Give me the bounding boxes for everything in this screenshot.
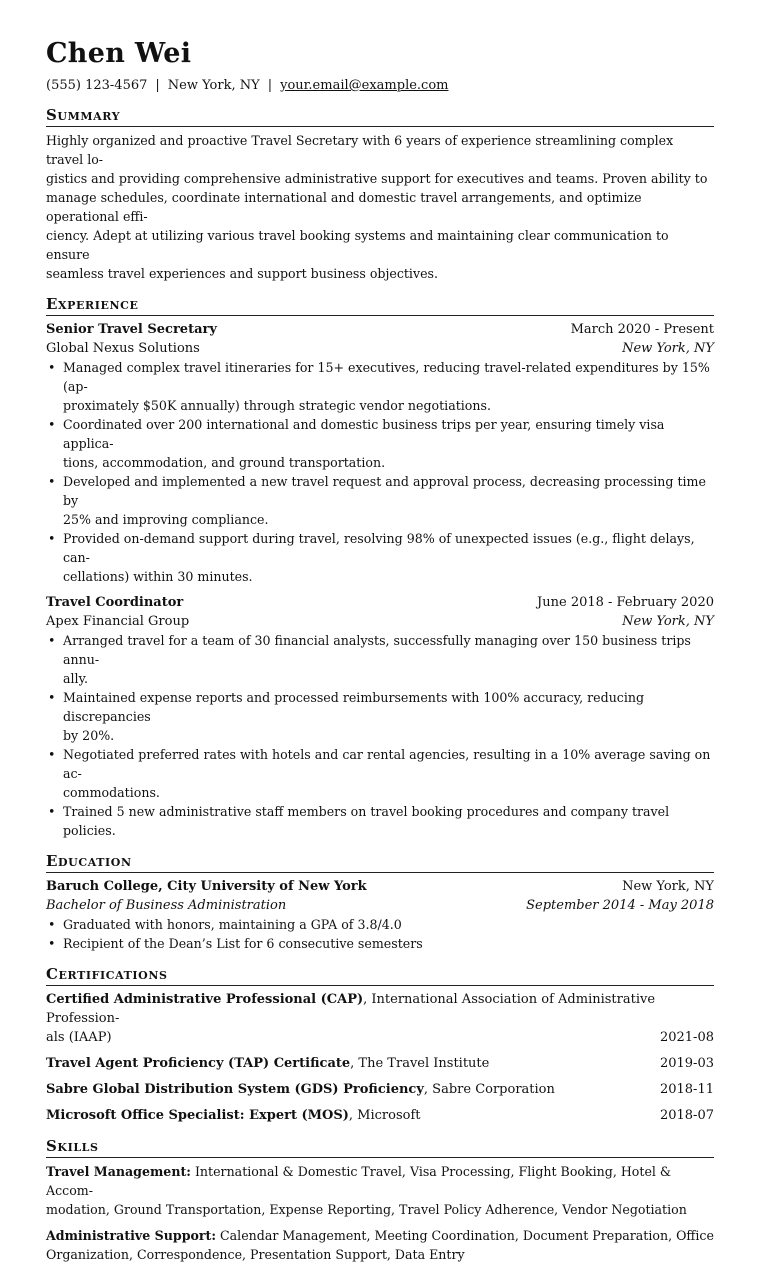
cert-date: 2021-08	[659, 1030, 714, 1045]
education-section	[46, 852, 714, 953]
skill-line: modation, Ground Transportation, Expense Reporting, Travel Policy Adherence, Vendor Negotiation	[46, 1202, 687, 1217]
bullet-line: Developed and implemented a new travel request and approval process, decreasing processing time by	[63, 474, 706, 508]
bullet-line: Maintained expense reports and processed reimbursements with 100% accuracy, reducing discrepancies	[63, 690, 645, 724]
cert-issuer: , Sabre Corporation	[423, 1082, 555, 1097]
cert-issuer-cont: als (IAAP)	[46, 1030, 112, 1045]
section-title-education: Education	[46, 852, 714, 873]
education-bullets	[46, 915, 714, 953]
summary-text	[46, 131, 714, 283]
bullet-item	[63, 529, 714, 586]
skill-group	[46, 1226, 714, 1264]
certifications-section	[46, 965, 714, 1125]
cert-date: 2018-07	[659, 1108, 714, 1123]
cert-date: 2018-11	[659, 1082, 714, 1097]
skill-label: Administrative Support:	[46, 1228, 217, 1243]
summary-line: ciency. Adept at utilizing various travel booking systems and maintaining clear communication to ensure	[46, 228, 669, 262]
cert-name: Travel Agent Proficiency (TAP) Certificate	[46, 1056, 351, 1071]
bullet-item	[63, 631, 714, 688]
bullet-line: Coordinated over 200 international and domestic business trips per year, ensuring timely visa applica-	[63, 417, 665, 451]
job-bullets	[46, 358, 714, 586]
cert-issuer: , Microsoft	[348, 1108, 421, 1123]
job-entry	[46, 593, 714, 840]
section-title-skills: Skills	[46, 1137, 714, 1158]
skills-section	[46, 1137, 714, 1264]
email-link[interactable]: your.email@example.com	[280, 78, 449, 93]
bullet-item	[63, 745, 714, 802]
skill-label: Travel Management:	[46, 1164, 191, 1179]
job-dates: June 2018 - February 2020	[537, 595, 714, 610]
bullet-line: by 20%.	[63, 728, 115, 743]
bullet-line: Managed complex travel itineraries for 15+ executives, reducing travel-related expenditures by 15% (ap-	[63, 360, 710, 394]
summary-line: seamless travel experiences and support business objectives.	[46, 266, 438, 281]
skill-group	[46, 1162, 714, 1219]
summary-line: gistics and providing comprehensive administrative support for executives and teams. Proven ability to	[46, 171, 708, 186]
section-title-experience: Experience	[46, 295, 714, 316]
phone-number: (555) 123-4567	[46, 78, 148, 93]
bullet-item	[63, 802, 714, 840]
location: New York, NY	[167, 78, 260, 93]
bullet-line: Trained 5 new administrative staff members on travel booking procedures and company travel policies.	[63, 804, 670, 838]
cert-issuer: , The Travel Institute	[350, 1056, 490, 1071]
bullet-item	[63, 358, 714, 415]
bullet-line: proximately $50K annually) through strategic vendor negotiations.	[63, 398, 491, 413]
certification-item	[46, 990, 714, 1047]
candidate-name: Chen Wei	[46, 38, 192, 69]
separator: |	[267, 78, 273, 93]
job-role: Senior Travel Secretary	[46, 322, 217, 337]
bullet-line: Arranged travel for a team of 30 financial analysts, successfully managing over 150 business trips annu-	[63, 633, 691, 667]
cert-name: Sabre Global Distribution System (GDS) Proficiency	[46, 1082, 424, 1097]
bullet-item: • Recipient of the Dean’s List for 6 consecutive semesters	[63, 934, 714, 953]
bullet-item: • Graduated with honors, maintaining a GPA of 3.8/4.0	[63, 915, 714, 934]
summary-section	[46, 106, 714, 283]
certification-item	[46, 1054, 714, 1073]
summary-line: Highly organized and proactive Travel Secretary with 6 years of experience streamlining complex travel lo-	[46, 133, 674, 167]
bullet-line: commodations.	[63, 785, 160, 800]
degree: Bachelor of Business Administration	[46, 898, 287, 913]
bullet-line: ally.	[63, 671, 89, 686]
separator: |	[155, 78, 160, 93]
certification-item	[46, 1080, 714, 1099]
bullet-line: cellations) within 30 minutes.	[63, 569, 253, 584]
job-bullets	[46, 631, 714, 840]
job-company: Apex Financial Group	[46, 614, 190, 629]
school-location: New York, NY	[622, 879, 714, 894]
bullet-line: Negotiated preferred rates with hotels and car rental agencies, resulting in a 10% average saving on ac-	[63, 747, 711, 781]
job-location: New York, NY	[622, 341, 714, 356]
experience-section	[46, 295, 714, 840]
school-name: Baruch College, City University of New York	[46, 879, 367, 894]
summary-line: manage schedules, coordinate international and domestic travel arrangements, and optimize operational effi-	[46, 190, 642, 224]
contact-line	[46, 77, 714, 94]
section-title-certifications: Certifications	[46, 965, 714, 986]
bullet-line: tions, accommodation, and ground transportation.	[63, 455, 386, 470]
job-role: Travel Coordinator	[46, 595, 184, 610]
bullet-line: 25% and improving compliance.	[63, 512, 269, 527]
skill-line: Calendar Management, Meeting Coordination, Document Preparation, Office	[216, 1228, 714, 1243]
skill-line: International & Domestic Travel, Visa Processing, Flight Booking, Hotel & Accom-	[46, 1164, 672, 1198]
bullet-item	[63, 472, 714, 529]
cert-name: Certified Administrative Professional (CAP)	[46, 992, 364, 1007]
section-title-summary: Summary	[46, 106, 714, 127]
certification-item	[46, 1106, 714, 1125]
bullet-item	[63, 415, 714, 472]
cert-date: 2019-03	[659, 1056, 714, 1071]
job-entry	[46, 320, 714, 586]
bullet-line: Provided on-demand support during travel, resolving 98% of unexpected issues (e.g., flight delays, can-	[63, 531, 695, 565]
job-company: Global Nexus Solutions	[46, 341, 200, 356]
job-dates: March 2020 - Present	[570, 322, 714, 337]
cert-name: Microsoft Office Specialist: Expert (MOS)	[46, 1108, 349, 1123]
skill-line: Organization, Correspondence, Presentation Support, Data Entry	[46, 1247, 465, 1262]
bullet-item	[63, 688, 714, 745]
job-location: New York, NY	[622, 614, 714, 629]
cert-issuer: , International Association of Administrative Profession-	[46, 992, 656, 1026]
education-dates: September 2014 - May 2018	[526, 898, 714, 913]
